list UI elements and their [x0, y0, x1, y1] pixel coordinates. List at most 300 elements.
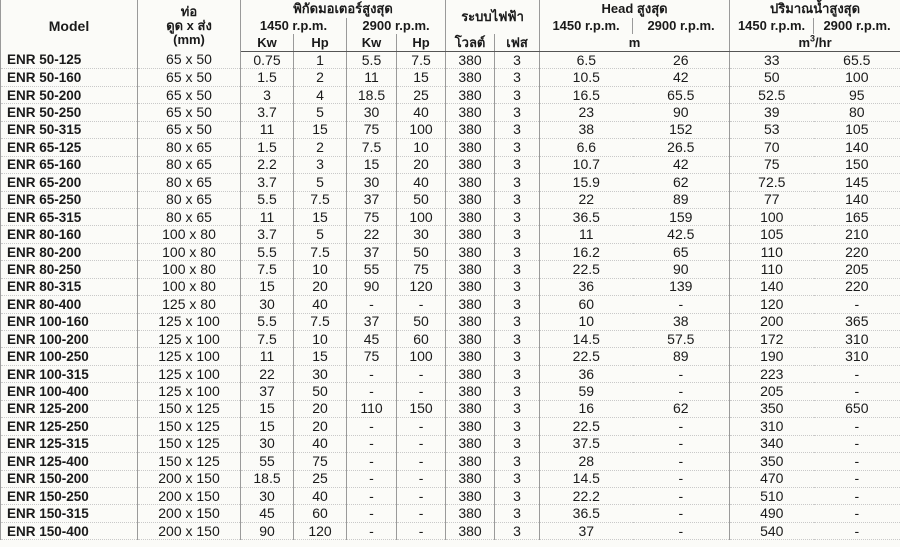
cell-kw-2900: -: [347, 522, 397, 539]
cell-kw-2900: 55: [347, 261, 397, 278]
cell-head-2900: 38: [633, 313, 730, 330]
cell-kw-2900: 75: [347, 121, 397, 138]
cell-kw-2900: 45: [347, 331, 397, 348]
cell-kw-2900: 15: [347, 156, 397, 173]
cell-head-2900: -: [633, 487, 730, 504]
header-motor-1450: 1450 r.p.m.: [241, 18, 347, 34]
cell-model: ENR 50-125: [1, 52, 138, 69]
cell-hp-2900: -: [397, 296, 446, 313]
cell-head-1450: 37.5: [540, 435, 633, 452]
cell-flow-1450: 39: [730, 104, 814, 121]
cell-phase: 3: [495, 156, 540, 173]
header-pipe-line1: ท่อ: [180, 3, 198, 19]
table-row: [1, 52, 900, 69]
cell-pipe-size: 65 x 50: [138, 69, 241, 86]
cell-flow-2900: -: [814, 522, 900, 539]
cell-flow-2900: 145: [814, 174, 900, 191]
cell-model: ENR 150-250: [1, 487, 138, 504]
cell-head-2900: -: [633, 453, 730, 470]
cell-flow-1450: 510: [730, 487, 814, 504]
cell-kw-1450: 11: [241, 348, 294, 365]
cell-pipe-size: 65 x 50: [138, 52, 241, 69]
cell-hp-2900: -: [397, 522, 446, 539]
cell-pipe-size: 100 x 80: [138, 226, 241, 243]
cell-phase: 3: [495, 86, 540, 103]
cell-kw-1450: 5.5: [241, 191, 294, 208]
cell-flow-2900: 205: [814, 261, 900, 278]
cell-head-1450: 60: [540, 296, 633, 313]
cell-flow-1450: 33: [730, 52, 814, 69]
cell-hp-1450: 4: [294, 86, 347, 103]
cell-kw-1450: 2.2: [241, 156, 294, 173]
table-row: [1, 400, 900, 417]
cell-hp-1450: 20: [294, 278, 347, 295]
cell-phase: 3: [495, 505, 540, 522]
cell-kw-1450: 1.5: [241, 139, 294, 156]
table-row: [1, 226, 900, 243]
cell-volt: 380: [446, 86, 495, 103]
cell-hp-2900: 10: [397, 139, 446, 156]
cell-flow-1450: 200: [730, 313, 814, 330]
cell-kw-2900: 75: [347, 208, 397, 225]
cell-hp-1450: 40: [294, 296, 347, 313]
cell-hp-1450: 7.5: [294, 243, 347, 260]
table-row: [1, 470, 900, 487]
cell-pipe-size: 200 x 150: [138, 487, 241, 504]
cell-flow-1450: 53: [730, 121, 814, 138]
cell-kw-2900: 30: [347, 174, 397, 191]
cell-pipe-size: 125 x 100: [138, 348, 241, 365]
header-kw-1450: Kw: [241, 34, 294, 52]
cell-hp-1450: 50: [294, 383, 347, 400]
cell-head-1450: 22: [540, 191, 633, 208]
cell-hp-2900: -: [397, 418, 446, 435]
cell-pipe-size: 100 x 80: [138, 243, 241, 260]
cell-hp-1450: 5: [294, 174, 347, 191]
header-pipe: [138, 0, 241, 52]
table-row: [1, 156, 900, 173]
cell-flow-1450: 470: [730, 470, 814, 487]
cell-kw-2900: -: [347, 383, 397, 400]
cell-hp-2900: -: [397, 365, 446, 382]
header-flow-1450: 1450 r.p.m.: [730, 18, 814, 34]
cell-phase: 3: [495, 243, 540, 260]
cell-model: ENR 50-250: [1, 104, 138, 121]
cell-pipe-size: 65 x 50: [138, 104, 241, 121]
cell-hp-2900: 50: [397, 243, 446, 260]
header-kw-2900: Kw: [347, 34, 397, 52]
cell-pipe-size: 100 x 80: [138, 278, 241, 295]
cell-phase: 3: [495, 278, 540, 295]
cell-pipe-size: 150 x 125: [138, 418, 241, 435]
cell-flow-1450: 190: [730, 348, 814, 365]
cell-volt: 380: [446, 331, 495, 348]
cell-volt: 380: [446, 156, 495, 173]
header-phase: เฟส: [495, 34, 540, 52]
cell-flow-2900: 140: [814, 191, 900, 208]
cell-pipe-size: 200 x 150: [138, 522, 241, 539]
cell-phase: 3: [495, 52, 540, 69]
cell-kw-2900: 37: [347, 243, 397, 260]
cell-hp-2900: -: [397, 383, 446, 400]
cell-flow-1450: 540: [730, 522, 814, 539]
cell-pipe-size: 100 x 80: [138, 261, 241, 278]
cell-kw-1450: 90: [241, 522, 294, 539]
cell-pipe-size: 80 x 65: [138, 208, 241, 225]
cell-head-1450: 10.7: [540, 156, 633, 173]
cell-kw-2900: -: [347, 453, 397, 470]
cell-model: ENR 80-200: [1, 243, 138, 260]
cell-head-2900: -: [633, 435, 730, 452]
cell-model: ENR 65-315: [1, 208, 138, 225]
table-row: [1, 313, 900, 330]
cell-phase: 3: [495, 208, 540, 225]
cell-flow-1450: 223: [730, 365, 814, 382]
cell-kw-1450: 0.75: [241, 52, 294, 69]
table-row: [1, 174, 900, 191]
table-row: [1, 487, 900, 504]
cell-kw-1450: 15: [241, 418, 294, 435]
cell-kw-1450: 3.7: [241, 104, 294, 121]
table-row: [1, 383, 900, 400]
cell-hp-2900: -: [397, 453, 446, 470]
cell-volt: 380: [446, 278, 495, 295]
cell-hp-2900: 7.5: [397, 52, 446, 69]
cell-head-2900: -: [633, 418, 730, 435]
cell-model: ENR 100-315: [1, 365, 138, 382]
cell-head-1450: 14.5: [540, 331, 633, 348]
table-row: [1, 69, 900, 86]
table-row: [1, 365, 900, 382]
table-row: [1, 278, 900, 295]
cell-hp-2900: 100: [397, 208, 446, 225]
cell-pipe-size: 125 x 100: [138, 383, 241, 400]
cell-hp-2900: 75: [397, 261, 446, 278]
cell-phase: 3: [495, 453, 540, 470]
cell-pipe-size: 150 x 125: [138, 453, 241, 470]
cell-flow-1450: 52.5: [730, 86, 814, 103]
cell-volt: 380: [446, 435, 495, 452]
cell-flow-1450: 350: [730, 400, 814, 417]
cell-hp-2900: 25: [397, 86, 446, 103]
cell-kw-2900: -: [347, 470, 397, 487]
cell-pipe-size: 200 x 150: [138, 470, 241, 487]
cell-model: ENR 100-200: [1, 331, 138, 348]
cell-kw-2900: 37: [347, 313, 397, 330]
cell-kw-1450: 11: [241, 208, 294, 225]
cell-hp-2900: 15: [397, 69, 446, 86]
cell-head-1450: 22.2: [540, 487, 633, 504]
cell-hp-2900: -: [397, 505, 446, 522]
cell-hp-1450: 3: [294, 156, 347, 173]
cell-model: ENR 65-250: [1, 191, 138, 208]
cell-head-2900: 26.5: [633, 139, 730, 156]
cell-flow-2900: -: [814, 470, 900, 487]
flow-unit-sup: 3: [810, 33, 816, 44]
header-flow-unit: [730, 34, 900, 52]
cell-flow-2900: 220: [814, 278, 900, 295]
cell-flow-1450: 100: [730, 208, 814, 225]
cell-volt: 380: [446, 104, 495, 121]
cell-phase: 3: [495, 331, 540, 348]
cell-flow-2900: 140: [814, 139, 900, 156]
header-head-1450: 1450 r.p.m.: [540, 18, 633, 34]
header-electric: ระบบไฟฟ้า: [446, 0, 540, 34]
cell-head-1450: 10.5: [540, 69, 633, 86]
cell-kw-2900: -: [347, 505, 397, 522]
cell-kw-1450: 30: [241, 487, 294, 504]
cell-model: ENR 150-400: [1, 522, 138, 539]
cell-head-2900: 42.5: [633, 226, 730, 243]
cell-head-1450: 38: [540, 121, 633, 138]
cell-kw-1450: 15: [241, 400, 294, 417]
cell-head-1450: 6.5: [540, 52, 633, 69]
cell-model: ENR 50-315: [1, 121, 138, 138]
cell-pipe-size: 65 x 50: [138, 86, 241, 103]
table-body: [1, 52, 900, 540]
table-row: [1, 86, 900, 103]
cell-hp-2900: 120: [397, 278, 446, 295]
cell-phase: 3: [495, 522, 540, 539]
cell-head-1450: 14.5: [540, 470, 633, 487]
header-head: Head สูงสุด: [540, 0, 730, 18]
cell-kw-1450: 15: [241, 278, 294, 295]
cell-hp-1450: 1: [294, 52, 347, 69]
cell-flow-2900: -: [814, 435, 900, 452]
cell-flow-1450: 70: [730, 139, 814, 156]
cell-head-2900: -: [633, 296, 730, 313]
cell-hp-2900: 50: [397, 191, 446, 208]
cell-hp-1450: 5: [294, 226, 347, 243]
cell-model: ENR 80-400: [1, 296, 138, 313]
cell-kw-1450: 5.5: [241, 313, 294, 330]
cell-flow-1450: 110: [730, 243, 814, 260]
cell-flow-1450: 490: [730, 505, 814, 522]
cell-flow-2900: 310: [814, 348, 900, 365]
cell-head-2900: 26: [633, 52, 730, 69]
cell-phase: 3: [495, 470, 540, 487]
cell-flow-2900: 105: [814, 121, 900, 138]
cell-hp-1450: 2: [294, 139, 347, 156]
cell-head-2900: 89: [633, 348, 730, 365]
table-row: [1, 348, 900, 365]
cell-kw-2900: -: [347, 365, 397, 382]
cell-pipe-size: 125 x 80: [138, 296, 241, 313]
cell-head-1450: 22.5: [540, 348, 633, 365]
cell-head-2900: 152: [633, 121, 730, 138]
cell-model: ENR 80-160: [1, 226, 138, 243]
cell-head-2900: 65: [633, 243, 730, 260]
cell-flow-1450: 75: [730, 156, 814, 173]
table-row: [1, 331, 900, 348]
cell-hp-1450: 75: [294, 453, 347, 470]
cell-pipe-size: 80 x 65: [138, 156, 241, 173]
cell-flow-2900: 365: [814, 313, 900, 330]
cell-volt: 380: [446, 487, 495, 504]
cell-volt: 380: [446, 470, 495, 487]
cell-kw-1450: 37: [241, 383, 294, 400]
cell-phase: 3: [495, 69, 540, 86]
table-row: [1, 243, 900, 260]
cell-flow-2900: -: [814, 383, 900, 400]
cell-flow-1450: 77: [730, 191, 814, 208]
cell-kw-1450: 11: [241, 121, 294, 138]
cell-model: ENR 65-160: [1, 156, 138, 173]
cell-kw-2900: 110: [347, 400, 397, 417]
cell-model: ENR 65-125: [1, 139, 138, 156]
cell-volt: 380: [446, 400, 495, 417]
cell-kw-1450: 30: [241, 435, 294, 452]
cell-flow-1450: 172: [730, 331, 814, 348]
cell-flow-1450: 120: [730, 296, 814, 313]
cell-hp-2900: -: [397, 435, 446, 452]
header-head-2900: 2900 r.p.m.: [633, 18, 730, 34]
cell-hp-1450: 30: [294, 365, 347, 382]
cell-flow-2900: -: [814, 487, 900, 504]
cell-flow-2900: -: [814, 418, 900, 435]
cell-head-1450: 6.6: [540, 139, 633, 156]
table-row: [1, 418, 900, 435]
cell-model: ENR 50-160: [1, 69, 138, 86]
cell-kw-1450: 22: [241, 365, 294, 382]
table-row: [1, 139, 900, 156]
cell-flow-2900: 220: [814, 243, 900, 260]
cell-head-2900: 90: [633, 261, 730, 278]
cell-hp-1450: 25: [294, 470, 347, 487]
cell-phase: 3: [495, 418, 540, 435]
cell-flow-2900: 100: [814, 69, 900, 86]
cell-volt: 380: [446, 191, 495, 208]
cell-volt: 380: [446, 296, 495, 313]
table-row: [1, 208, 900, 225]
cell-volt: 380: [446, 348, 495, 365]
cell-head-2900: 89: [633, 191, 730, 208]
header-volt: โวลต์: [446, 34, 495, 52]
cell-phase: 3: [495, 226, 540, 243]
cell-flow-2900: -: [814, 505, 900, 522]
cell-flow-1450: 110: [730, 261, 814, 278]
cell-head-2900: -: [633, 505, 730, 522]
cell-model: ENR 150-315: [1, 505, 138, 522]
cell-hp-1450: 40: [294, 435, 347, 452]
cell-pipe-size: 80 x 65: [138, 139, 241, 156]
cell-flow-2900: 210: [814, 226, 900, 243]
cell-head-1450: 16.5: [540, 86, 633, 103]
header-pipe-line2: ดูด x ส่ง: [166, 17, 212, 33]
cell-volt: 380: [446, 418, 495, 435]
cell-hp-1450: 20: [294, 418, 347, 435]
cell-hp-2900: 30: [397, 226, 446, 243]
cell-pipe-size: 125 x 100: [138, 365, 241, 382]
flow-unit-tail: /hr: [815, 34, 832, 50]
header-flow-2900: 2900 r.p.m.: [814, 18, 900, 34]
cell-model: ENR 65-200: [1, 174, 138, 191]
cell-kw-1450: 55: [241, 453, 294, 470]
header-model: Model: [1, 0, 138, 52]
cell-hp-1450: 20: [294, 400, 347, 417]
cell-head-1450: 37: [540, 522, 633, 539]
cell-kw-1450: 18.5: [241, 470, 294, 487]
cell-volt: 380: [446, 208, 495, 225]
cell-kw-2900: 22: [347, 226, 397, 243]
cell-kw-1450: 30: [241, 296, 294, 313]
cell-volt: 380: [446, 453, 495, 470]
cell-head-2900: -: [633, 383, 730, 400]
cell-hp-1450: 15: [294, 121, 347, 138]
table-header: [1, 0, 900, 52]
cell-flow-1450: 310: [730, 418, 814, 435]
cell-flow-1450: 72.5: [730, 174, 814, 191]
cell-flow-1450: 105: [730, 226, 814, 243]
cell-volt: 380: [446, 243, 495, 260]
cell-kw-2900: 75: [347, 348, 397, 365]
cell-hp-2900: 100: [397, 348, 446, 365]
cell-flow-2900: 650: [814, 400, 900, 417]
cell-kw-1450: 3.7: [241, 174, 294, 191]
cell-kw-1450: 3: [241, 86, 294, 103]
cell-pipe-size: 80 x 65: [138, 191, 241, 208]
cell-model: ENR 125-400: [1, 453, 138, 470]
cell-flow-2900: 310: [814, 331, 900, 348]
cell-head-1450: 36: [540, 365, 633, 382]
cell-hp-2900: 40: [397, 104, 446, 121]
cell-head-2900: 139: [633, 278, 730, 295]
cell-head-2900: 62: [633, 400, 730, 417]
cell-volt: 380: [446, 505, 495, 522]
cell-kw-2900: 18.5: [347, 86, 397, 103]
cell-head-1450: 28: [540, 453, 633, 470]
cell-phase: 3: [495, 365, 540, 382]
cell-pipe-size: 150 x 125: [138, 400, 241, 417]
cell-volt: 380: [446, 313, 495, 330]
cell-flow-1450: 140: [730, 278, 814, 295]
cell-pipe-size: 125 x 100: [138, 331, 241, 348]
cell-head-2900: 62: [633, 174, 730, 191]
cell-head-1450: 16: [540, 400, 633, 417]
cell-head-1450: 23: [540, 104, 633, 121]
cell-model: ENR 100-160: [1, 313, 138, 330]
cell-hp-1450: 7.5: [294, 191, 347, 208]
cell-head-2900: -: [633, 470, 730, 487]
cell-flow-2900: 80: [814, 104, 900, 121]
cell-model: ENR 150-200: [1, 470, 138, 487]
cell-flow-2900: 150: [814, 156, 900, 173]
cell-hp-2900: 50: [397, 313, 446, 330]
cell-model: ENR 125-315: [1, 435, 138, 452]
cell-head-1450: 36.5: [540, 208, 633, 225]
cell-head-2900: 159: [633, 208, 730, 225]
cell-kw-2900: -: [347, 296, 397, 313]
header-head-unit: m: [540, 34, 730, 52]
cell-kw-2900: 90: [347, 278, 397, 295]
cell-pipe-size: 150 x 125: [138, 435, 241, 452]
table-row: [1, 104, 900, 121]
cell-model: ENR 125-250: [1, 418, 138, 435]
cell-flow-2900: -: [814, 453, 900, 470]
cell-kw-1450: 45: [241, 505, 294, 522]
cell-hp-1450: 7.5: [294, 313, 347, 330]
table-row: [1, 505, 900, 522]
cell-phase: 3: [495, 296, 540, 313]
cell-hp-1450: 10: [294, 261, 347, 278]
cell-kw-2900: 37: [347, 191, 397, 208]
cell-flow-1450: 340: [730, 435, 814, 452]
cell-phase: 3: [495, 139, 540, 156]
cell-volt: 380: [446, 226, 495, 243]
cell-hp-2900: 20: [397, 156, 446, 173]
cell-phase: 3: [495, 104, 540, 121]
table-row: [1, 261, 900, 278]
